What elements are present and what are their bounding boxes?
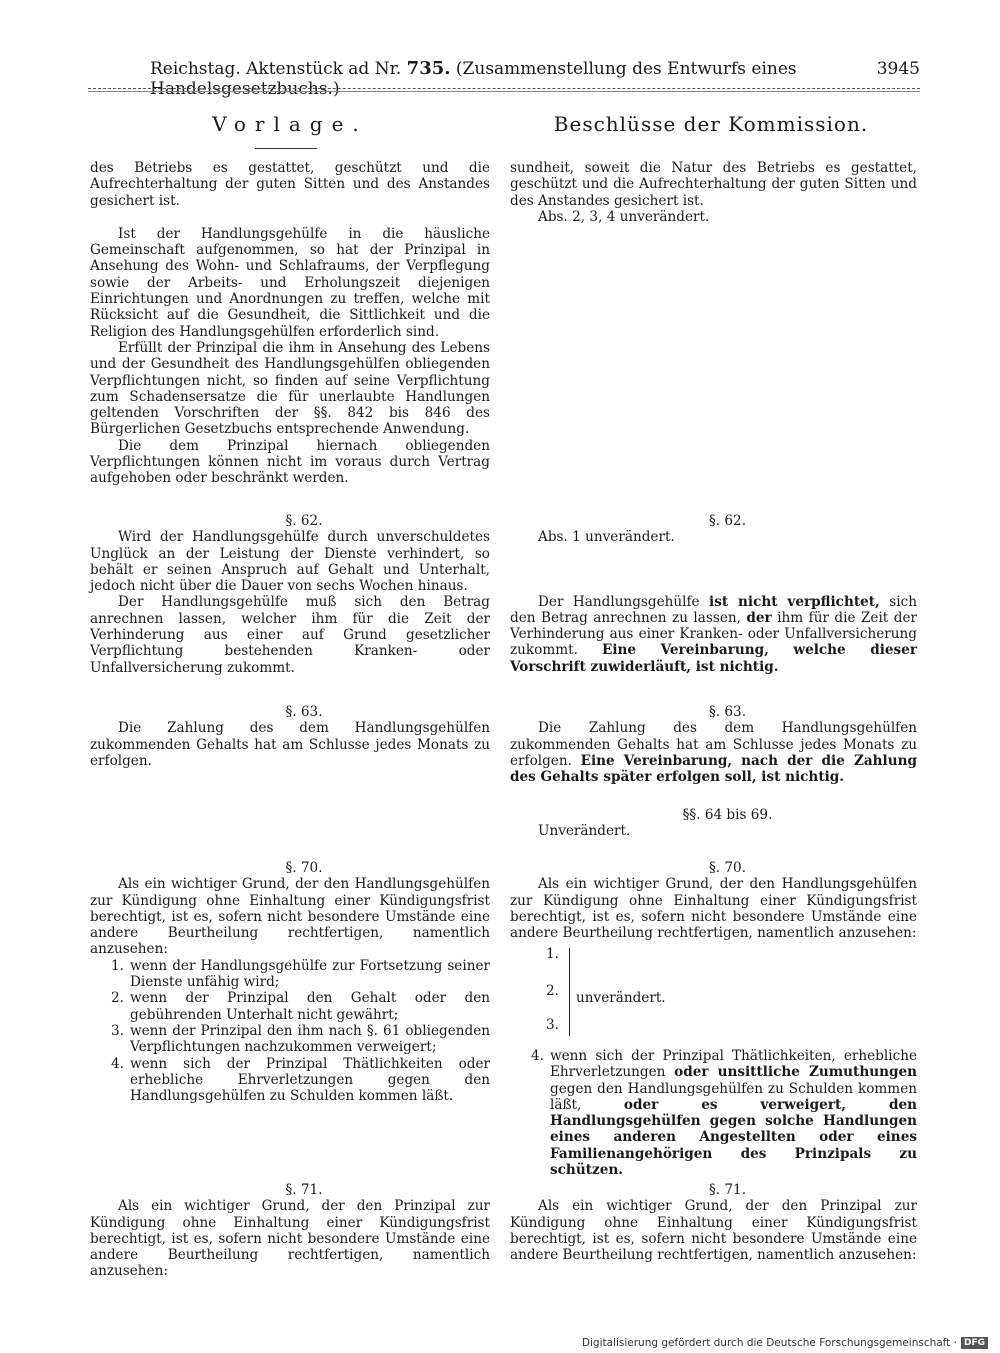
right-block-item4 — [510, 1048, 917, 1178]
section-heading: §. 70. — [285, 860, 323, 876]
section-heading: §. 71. — [285, 1182, 323, 1198]
left-paragraph: Wird der Handlungsgehülfe durch unverschuldetes Unglück an der Leistung der Dienste verhindert, so behält er seinen Anspruch auf Gehalt und Unterhalt, jedoch nicht über die Dauer von sechs Wochen hinaus. — [90, 529, 490, 595]
section-heading: §. 62. — [708, 513, 747, 529]
section-heading: §. 71. — [708, 1182, 747, 1198]
left-column-heading: Vorlage. — [212, 112, 368, 136]
left-paragraph: Als ein wichtiger Grund, der den Prinzipal zur Kündigung ohne Einhaltung einer Kündigungsfrist berechtigt, ist es, sofern nicht besondere Umstände eine andere Beurtheilung rechtfertigen, namentlich anzusehen: — [90, 1198, 490, 1280]
header-rule — [88, 88, 920, 89]
left-paragraph: Ist der Handlungsgehülfe in die häusliche Gemeinschaft aufgenommen, so hat der Prinzipal in Ansehung des Wohn- und Schlafraums, der Verpflegung sowie der Arbeits- und Erholungszeit diejenigen Einrichtungen und Anordnungen zu treffen, welche mit Rücksicht auf die Gesundheit, die Sittlichkeit und die Religion des Handlungsgehülfen erforderlich sind. — [90, 225, 490, 340]
right-block-s70 — [510, 860, 917, 941]
right-paragraph: Als ein wichtiger Grund, der den Prinzipal zur Kündigung ohne Einhaltung einer Kündigungsfrist berechtigt, ist es, sofern nicht besondere Umstände eine andere Beurtheilung rechtfertigen, namentlich anzusehen: — [510, 1198, 917, 1264]
right-paragraph: Als ein wichtiger Grund, der den Handlungsgehülfen zur Kündigung ohne Einhaltung einer Kündigungsfrist berechtigt, ist es, sofern nicht besondere Umstände eine andere Beurtheilung rechtfertigen, namentlich anzusehen: — [510, 876, 917, 942]
list-number: 3. — [546, 1017, 559, 1033]
right-block-s71 — [510, 1182, 917, 1263]
list-item: 3. wenn der Prinzipal den ihm nach §. 61 obliegenden Verpflichtungen nachzukommen verweigert; — [111, 1022, 490, 1056]
numbered-list — [510, 1048, 917, 1178]
right-paragraph: Die Zahlung des dem Handlungsgehülfen zukommenden Gehalts hat am Schlusse jedes Monats zu erfolgen. Eine Vereinbarung, nach der die Zahlung des Gehalts später erfolgen soll, ist nichtig. — [510, 720, 917, 786]
right-block-intro — [510, 160, 917, 225]
list-item: 4. wenn sich der Prinzipal Thätlichkeiten oder erhebliche Ehrverletzungen gegen den Handlungsgehülfen zu Schulden kommen läßt. — [111, 1055, 490, 1105]
left-paragraph: des Betriebs es gestattet, geschützt und die Aufrechterhaltung der guten Sitten und des Anstandes gesichert ist. — [90, 160, 490, 209]
heading-rule — [255, 148, 317, 149]
unchanged-items-brace — [510, 946, 710, 1041]
footer-text: Digitalisierung gefördert durch die Deutsche Forschungsgemeinschaft · — [581, 1337, 957, 1349]
section-heading: §. 62. — [285, 513, 323, 529]
section-heading: §. 63. — [708, 704, 747, 720]
left-block-s71 — [90, 1182, 490, 1280]
right-paragraph: Abs. 1 unverändert. — [538, 529, 675, 546]
right-block-s63 — [510, 704, 917, 785]
left-paragraph: Erfüllt der Prinzipal die ihm in Ansehung des Lebens und der Gesundheit des Handlungsgehülfen obliegenden Verpflichtungen nicht, so finden auf seine Verpflichtung zum Schadensersatze die für unerlaubte Handlungen geltenden Vorschriften der §§. 842 bis 846 des Bürgerlichen Gesetzbuchs entsprechende Anwendung. — [90, 339, 490, 438]
section-heading: §. 63. — [285, 704, 323, 720]
list-number: 1. — [546, 946, 559, 962]
brace-line — [569, 948, 570, 1036]
right-paragraph: Abs. 2, 3, 4 unverändert. — [538, 208, 710, 225]
left-paragraph: Die dem Prinzipal hiernach obliegenden Verpflichtungen können nicht im voraus durch Vertrag aufgehoben oder beschränkt werden. — [90, 437, 490, 487]
header-title-group — [150, 58, 877, 99]
section-heading: §. 70. — [708, 860, 747, 876]
right-paragraph: Unverändert. — [538, 823, 631, 840]
digitization-footer — [582, 1337, 988, 1349]
dfg-logo: DFG — [961, 1337, 988, 1349]
left-block-s62 — [90, 513, 490, 676]
header-title: (Zusammenstellung des Entwurfs eines Handelsgesetzbuchs.) — [150, 59, 797, 99]
page-number: 3945 — [876, 59, 920, 79]
right-paragraph: Der Handlungsgehülfe ist nicht verpflichtet, sich den Betrag anrechnen zu lassen, der ihm für die Zeit der Verhinderung aus einer Kranken- oder Unfallversicherung zukommt. Eine Vereinbarung, welche dieser Vorschrift zuwiderläuft, ist nichtig. — [510, 593, 917, 675]
right-block-s64 — [510, 807, 917, 840]
right-paragraph: sundheit, soweit die Natur des Betriebs es gestattet, geschützt und die Aufrechterhaltung der guten Sitten und des Anstandes gesichert ist. — [510, 160, 917, 209]
right-column-heading: Beschlüsse der Kommission. — [553, 112, 869, 136]
brace-label: unverändert. — [576, 990, 666, 1006]
header-prefix: Reichstag. Aktenstück ad Nr. — [150, 59, 402, 79]
list-number: 2. — [546, 983, 559, 999]
list-item: 2. wenn der Prinzipal den Gehalt oder den gebührenden Unterhalt nicht gewährt; — [111, 990, 490, 1023]
left-paragraph: Als ein wichtiger Grund, der den Handlungsgehülfen zur Kündigung ohne Einhaltung einer Kündigungsfrist berechtigt, ist es, sofern nicht besondere Umstände eine andere Beurtheilung rechtfertigen, namentlich anzusehen: — [90, 876, 490, 958]
left-paragraph: Der Handlungsgehülfe muß sich den Betrag anrechnen lassen, welcher ihm für die Zeit der Verhinderung aus einer auf Grund gesetzlicher Verpflichtung bestehenden Kranken- oder Unfallversicherung zukommt. — [90, 594, 490, 676]
left-paragraph: Die Zahlung des dem Handlungsgehülfen zukommenden Gehalts hat am Schlusse jedes Monats zu erfolgen. — [90, 720, 490, 769]
header-number: 735. — [406, 58, 451, 79]
section-heading: §§. 64 bis 69. — [682, 807, 773, 823]
right-block-s62 — [510, 513, 917, 675]
running-header — [150, 58, 920, 99]
numbered-list — [90, 958, 490, 1105]
list-item: 1. wenn der Handlungsgehülfe zur Fortsetzung seiner Dienste unfähig wird; — [111, 957, 490, 991]
left-block-s70 — [90, 860, 490, 1104]
list-item: 4. wenn sich der Prinzipal Thätlichkeiten, erhebliche Ehrverletzungen oder unsittliche Zumuthungen gegen den Handlungsgehülfen zu Schulden kommen läßt, oder es verweigert, den Handlungsgehülfen gegen solche Handlungen eines anderen Angestellten oder eines Familienangehörigen des Prinzipals zu schützen. — [531, 1048, 918, 1179]
left-block-s63 — [90, 704, 490, 769]
header-rule-2 — [88, 91, 920, 92]
left-block-intro — [90, 160, 490, 487]
